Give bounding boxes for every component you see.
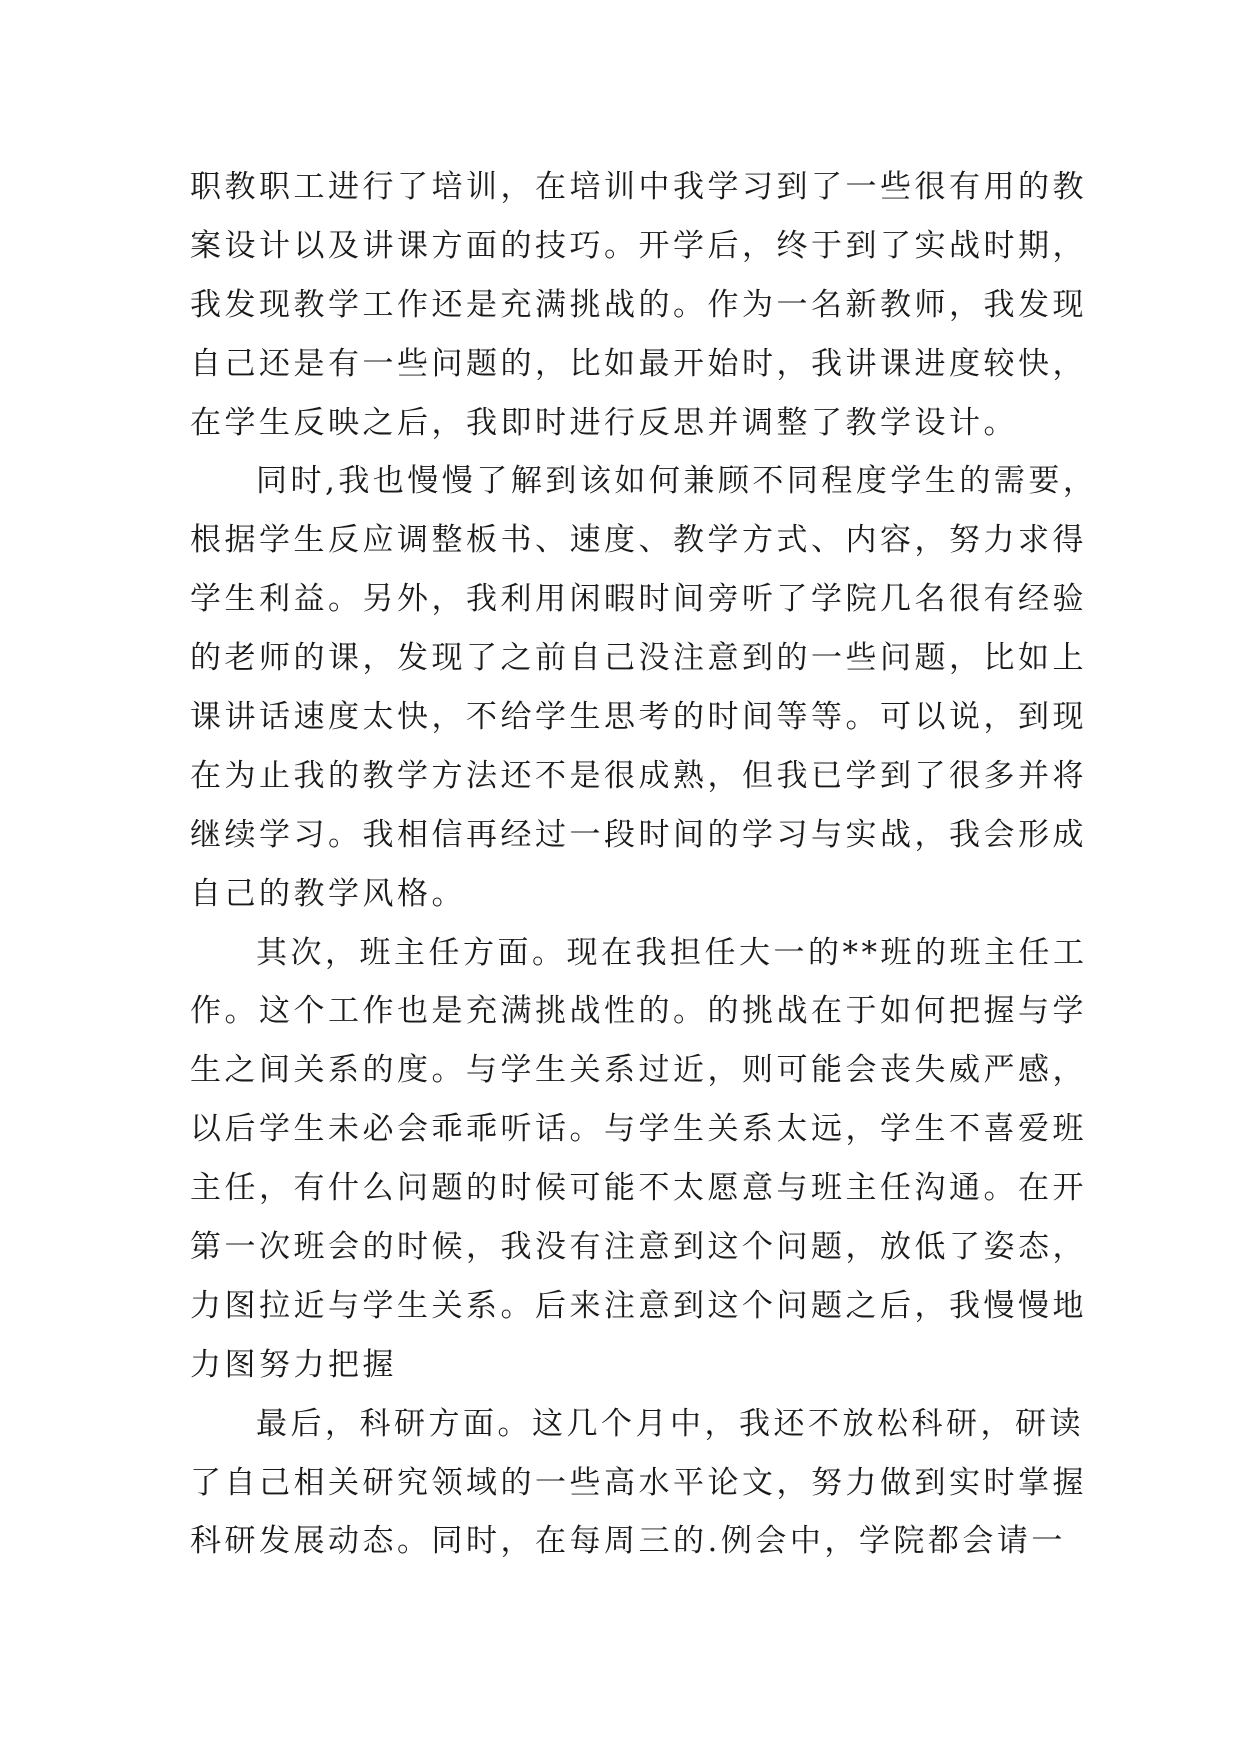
- text-line: 科研发展动态。同时，在每周三的.例会中，学院都会请一: [190, 1523, 1066, 1560]
- text-line: 主任，有什么问题的时候可能不太愿意与班主任沟通。在开: [190, 1170, 1087, 1207]
- text-line: 作。这个工作也是充满挑战性的。的挑战在于如何把握与学: [190, 993, 1087, 1030]
- text-line: 根据学生反应调整板书、速度、教学方式、内容，努力求得: [190, 522, 1087, 559]
- paragraph-first-line: 其次，班主任方面。现在我担任大一的**班的班主任工: [256, 934, 1088, 971]
- paragraph-first-line: 同时,我也慢慢了解到该如何兼顾不同程度学生的需要，: [256, 463, 1098, 500]
- text-line: 学生利益。另外，我利用闲暇时间旁听了学院几名很有经验: [190, 581, 1087, 618]
- document-body: [190, 158, 1098, 1571]
- text-line: 课讲话速度太快，不给学生思考的时间等等。可以说，到现: [190, 699, 1087, 736]
- text-line: 继续学习。我相信再经过一段时间的学习与实战，我会形成: [190, 816, 1087, 853]
- paragraph-first-line: 最后，科研方面。这几个月中，我还不放松科研，研读: [256, 1405, 1084, 1442]
- text-line: 的老师的课，发现了之前自己没注意到的一些问题，比如上: [190, 640, 1087, 677]
- text-line: 自己还是有一些问题的，比如最开始时，我讲课进度较快，: [190, 345, 1087, 382]
- text-line: 在为止我的教学方法还不是很成熟，但我已学到了很多并将: [190, 757, 1087, 794]
- text-line: 在学生反映之后，我即时进行反思并调整了教学设计。: [190, 404, 1018, 441]
- text-line: 自己的教学风格。: [190, 875, 466, 912]
- text-line: 职教职工进行了培训，在培训中我学习到了一些很有用的教: [190, 169, 1087, 205]
- text-line: 第一次班会的时候，我没有注意到这个问题，放低了姿态，: [190, 1229, 1087, 1266]
- text-line: 力图拉近与学生关系。后来注意到这个问题之后，我慢慢地: [190, 1287, 1087, 1324]
- text-line: 案设计以及讲课方面的技巧。开学后，终于到了实战时期，: [190, 227, 1087, 264]
- text-line: 了自己相关研究领域的一些高水平论文，努力做到实时掌握: [190, 1464, 1087, 1501]
- text-line: 以后学生未必会乖乖听话。与学生关系太远，学生不喜爱班: [190, 1111, 1087, 1148]
- text-line: 我发现教学工作还是充满挑战的。作为一名新教师，我发现: [190, 286, 1087, 323]
- text-line: 生之间关系的度。与学生关系过近，则可能会丧失威严感，: [190, 1052, 1087, 1089]
- text-line: 力图努力把握: [190, 1346, 397, 1383]
